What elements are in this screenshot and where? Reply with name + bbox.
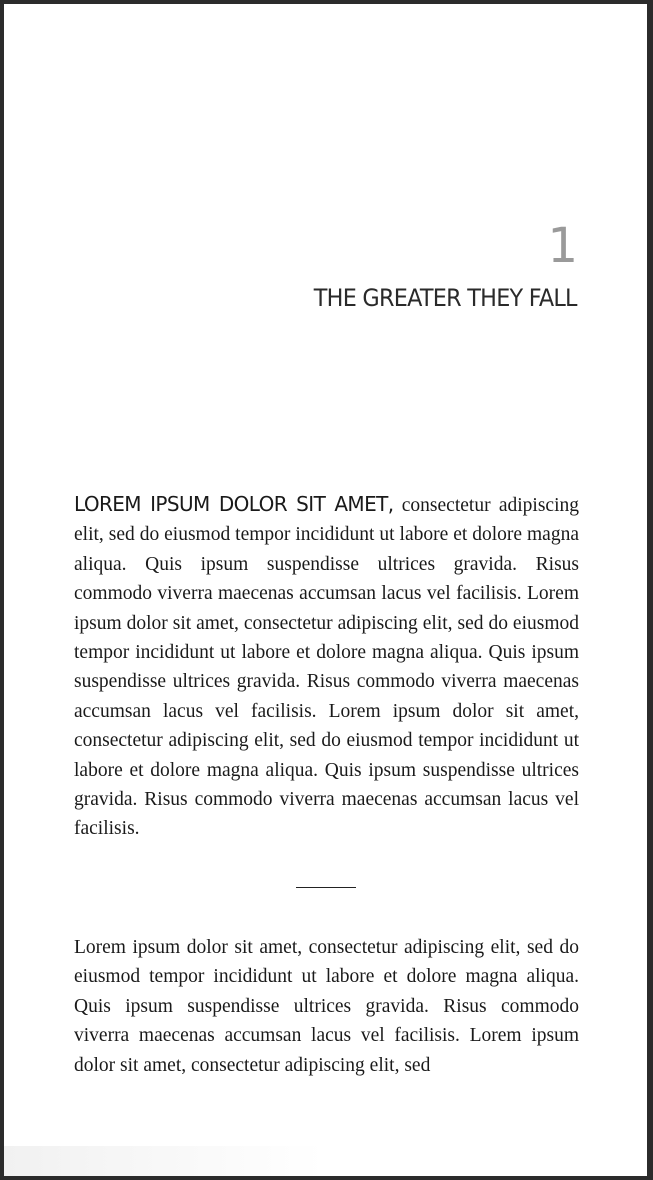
book-page: [4, 4, 647, 1176]
paragraph-opening: [74, 490, 579, 844]
paragraph-continuation: Lorem ipsum dolor sit amet, consectetur adipiscing elit, sed do eiusmod tempor incididunt ut labore et dolore magna aliqua. Quis ipsum suspendisse ultrices gravida. Risus commodo viverra maecenas accumsan lacus vel facilisis. Lorem ipsum dolor sit amet, consectetur adipiscing elit, sed: [74, 937, 579, 1076]
scene-break-divider: [296, 887, 356, 888]
chapter-title: THE GREATER THEY FALL: [314, 284, 577, 312]
chapter-number: 1: [547, 218, 577, 274]
paragraph-body: consectetur adipiscing elit, sed do eiusmod tempor incididunt ut labore et dolore magna aliqua. Quis ipsum suspendisse ultrices gravida. Risus commodo viverra maecenas accumsan lacus vel facilisis. Lorem ipsum dolor sit amet, consectetur adipiscing elit, sed do eiusmod tempor incididunt ut labore et dolore magna aliqua. Quis ipsum suspendisse ultrices gravida. Risus commodo viverra maecenas accumsan lacus vel facilisis. Lorem ipsum dolor sit amet, consectetur adipiscing elit, sed do eiusmod tempor incididunt ut labore et dolore magna aliqua. Quis ipsum suspendisse ultrices gravida. Risus commodo viverra maecenas accumsan lacus vel facilisis.: [74, 495, 579, 840]
page-curl-shadow: [4, 1146, 324, 1176]
paragraph-lead-in: LOREM IPSUM DOLOR SIT AMET,: [74, 492, 394, 516]
